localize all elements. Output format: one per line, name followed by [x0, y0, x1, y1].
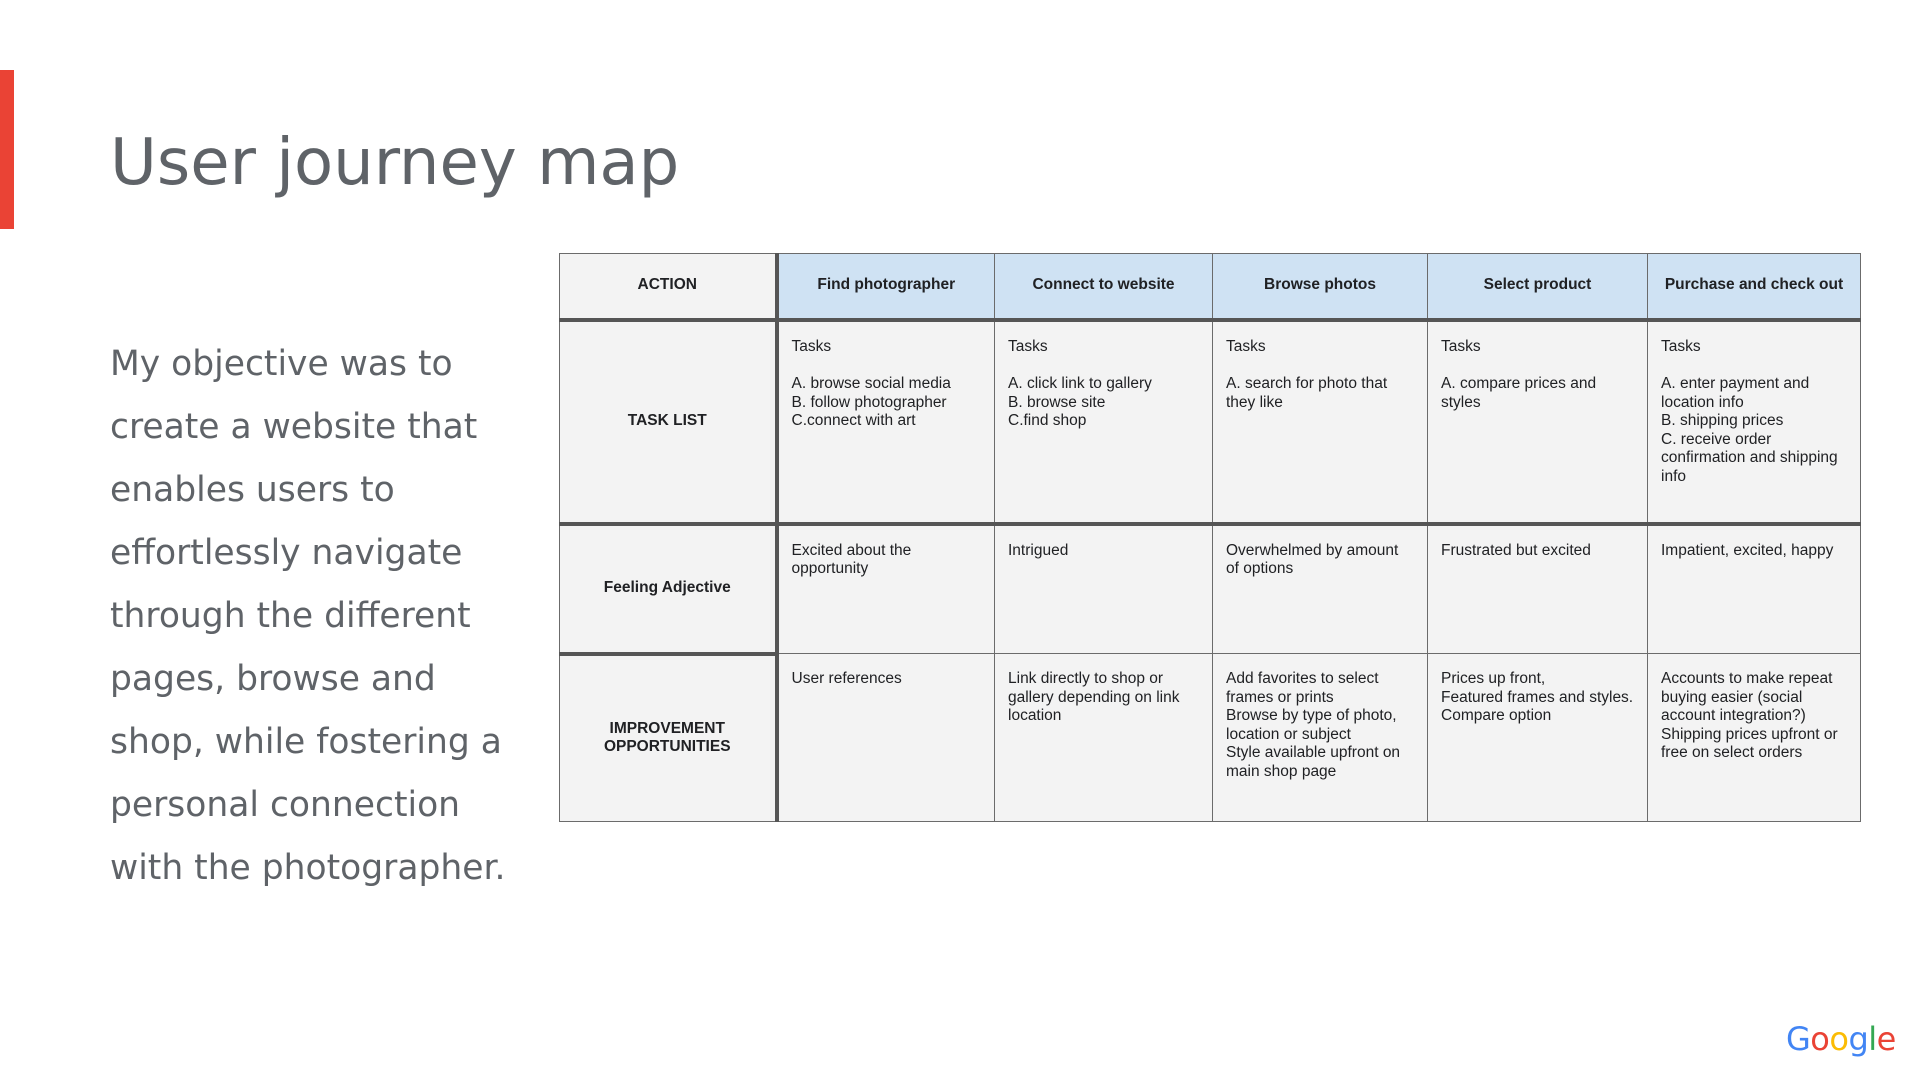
table-cell [1648, 524, 1861, 654]
table-cell [777, 524, 995, 654]
cell-line: B. follow photographer [791, 393, 947, 411]
cell-line: B. shipping prices [1661, 412, 1784, 430]
column-header: Select product [1428, 254, 1648, 320]
cell-heading: Tasks [1008, 337, 1048, 355]
cell-line: Impatient, excited, happy [1661, 541, 1834, 559]
table-cell [1213, 524, 1428, 654]
cell-line: C.connect with art [791, 412, 916, 430]
cell-line: Prices up front, [1441, 670, 1546, 687]
logo-letter: g [1848, 1020, 1869, 1058]
cell-heading: Tasks [791, 337, 832, 355]
corner-header: ACTION [560, 254, 777, 320]
google-logo [1786, 1020, 1896, 1058]
task-list-row [560, 320, 1861, 524]
page-title: User journey map [110, 126, 680, 200]
cell-line: Featured frames and styles. [1441, 688, 1634, 706]
cell-line: A. search for photo that they like [1226, 375, 1392, 411]
table-cell [1648, 654, 1861, 822]
cell-line: Intrigued [1008, 541, 1069, 559]
table-cell [777, 654, 995, 822]
logo-letter: e [1876, 1020, 1896, 1058]
cell-line: Style available upfront on main shop page [1226, 744, 1405, 780]
table-cell [995, 320, 1213, 524]
cell-line: C.find shop [1008, 412, 1087, 430]
cell-line: C. receive order confirmation and shipping info [1661, 430, 1842, 486]
cell-line: Overwhelmed by amount of options [1226, 541, 1403, 578]
accent-bar [0, 70, 14, 229]
cell-heading: Tasks [1661, 337, 1701, 355]
cell-line: Shipping prices upfront or free on select orders [1661, 725, 1842, 762]
column-header: Find photographer [777, 254, 995, 320]
logo-letter: G [1786, 1020, 1811, 1058]
cell-line: A. enter payment and location info [1661, 375, 1814, 411]
cell-line: Add favorites to select frames or prints [1226, 670, 1383, 706]
row-header [560, 654, 777, 822]
row-header: TASK LIST [560, 320, 777, 524]
journey-map-table [559, 253, 1861, 822]
cell-heading: Tasks [1441, 337, 1481, 355]
cell-line: Frustrated but excited [1441, 541, 1591, 559]
row-header-line: IMPROVEMENT [609, 719, 725, 737]
logo-letter: o [1829, 1020, 1849, 1058]
column-header: Connect to website [995, 254, 1213, 320]
feeling-row [560, 524, 1861, 654]
column-header: Browse photos [1213, 254, 1428, 320]
column-header: Purchase and check out [1648, 254, 1861, 320]
table-cell [1428, 654, 1648, 822]
row-header-line: OPPORTUNITIES [603, 738, 731, 756]
header-row [560, 254, 1861, 320]
cell-heading: Tasks [1226, 337, 1266, 355]
table-cell [995, 524, 1213, 654]
objective-text: My objective was to create a website that enables users to effortlessly navigate through the different pages, browse and shop, while fostering a personal connection with the photographer. [110, 344, 506, 888]
logo-letter: l [1868, 1020, 1877, 1058]
cell-line: Browse by type of photo, location or subject [1226, 707, 1401, 743]
cell-line: Compare option [1441, 707, 1552, 725]
cell-line: A. click link to gallery [1008, 375, 1152, 393]
improvement-row [560, 654, 1861, 822]
cell-line: Excited about the opportunity [791, 541, 916, 578]
row-header: Feeling Adjective [560, 524, 777, 654]
cell-line: User references [791, 670, 902, 687]
table-cell [995, 654, 1213, 822]
table-cell [1428, 524, 1648, 654]
table-cell [1213, 320, 1428, 524]
table-cell [1213, 654, 1428, 822]
cell-line: A. browse social media [791, 375, 951, 393]
logo-letter: o [1810, 1020, 1830, 1058]
table-cell [1428, 320, 1648, 524]
table-cell [1648, 320, 1861, 524]
table-cell [777, 320, 995, 524]
cell-line: B. browse site [1008, 393, 1106, 411]
cell-line: A. compare prices and styles [1441, 375, 1601, 411]
cell-line: Link directly to shop or gallery depending on link location [1008, 670, 1184, 725]
cell-line: Accounts to make repeat buying easier (social account integration?) [1661, 670, 1837, 725]
